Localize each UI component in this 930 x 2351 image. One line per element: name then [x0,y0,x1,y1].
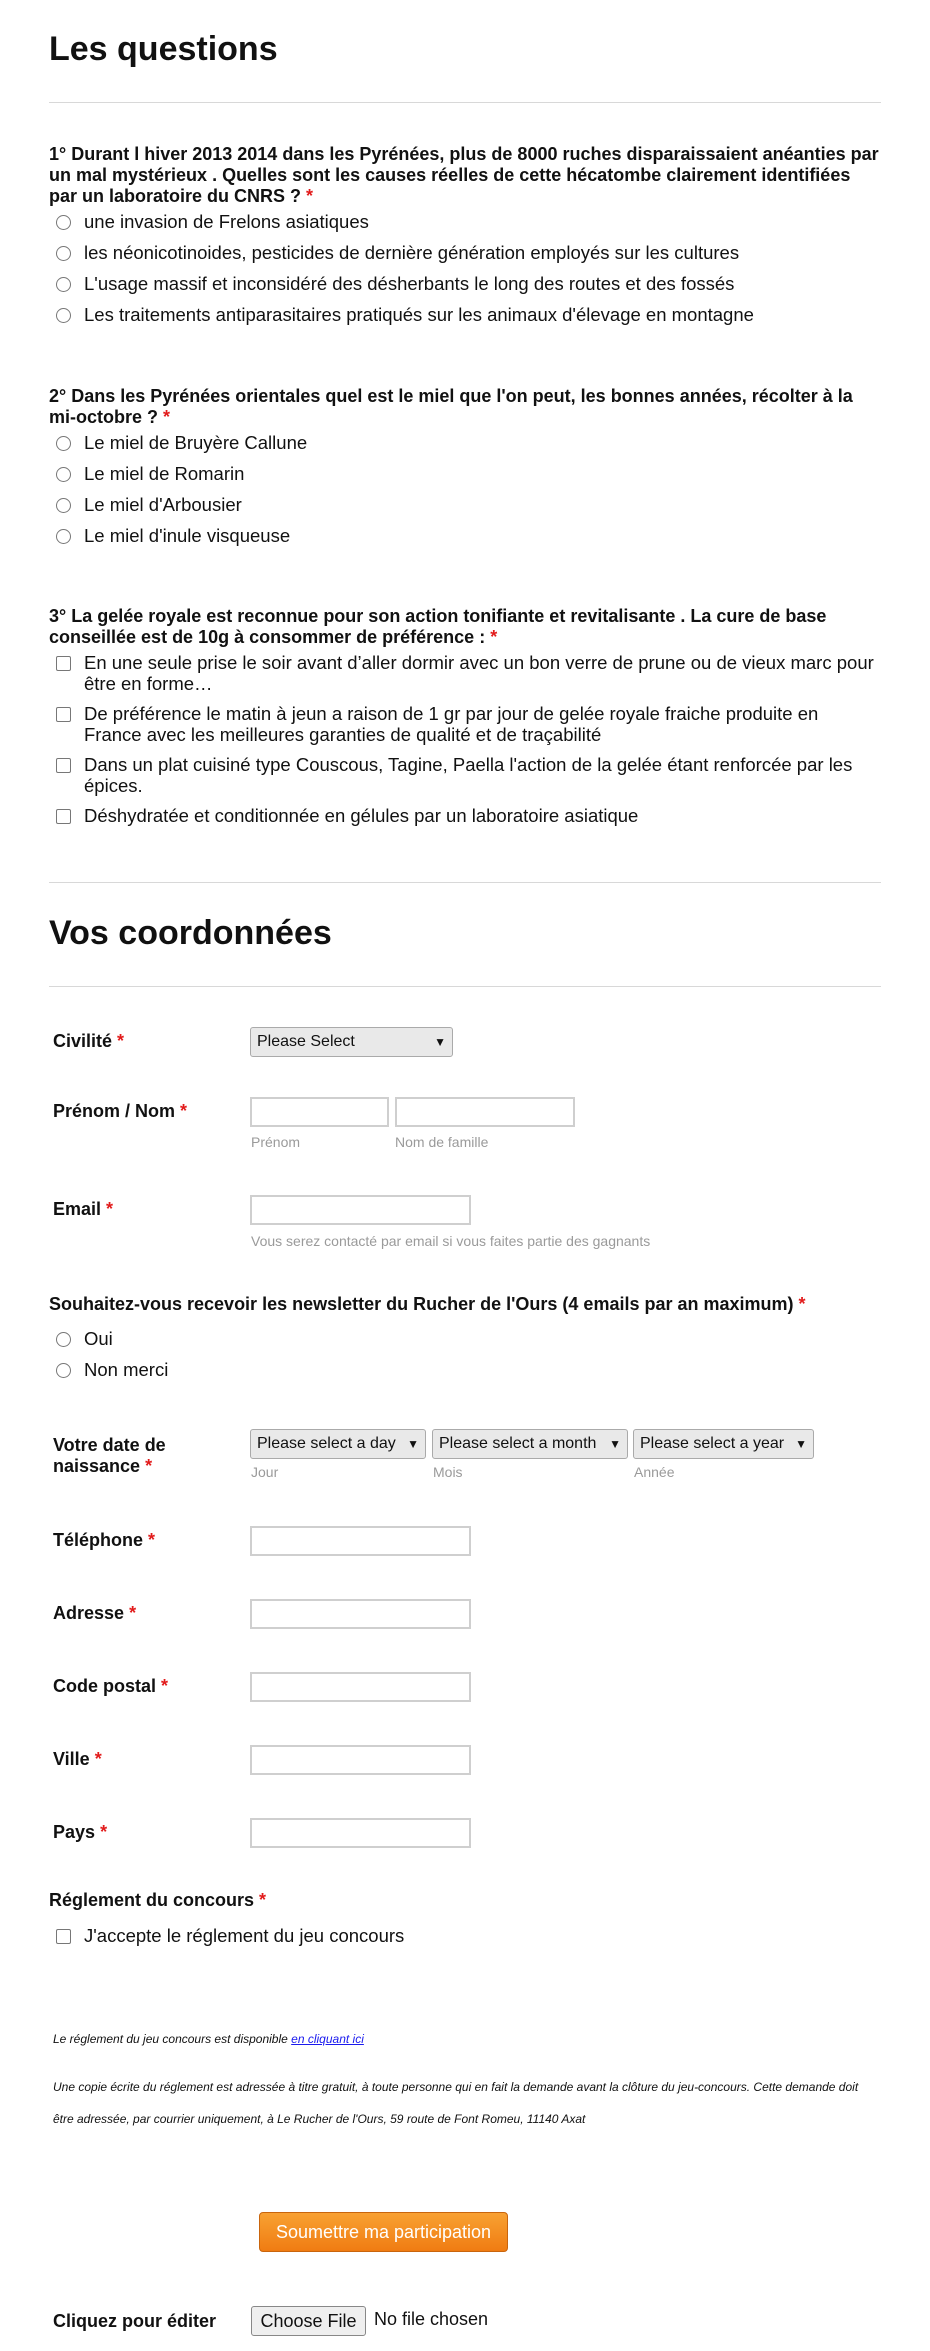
option-label: Non merci [84,1359,169,1380]
required-mark: * [798,1294,806,1314]
newsletter-options [49,1328,168,1380]
note-text: Le réglement du jeu concours est disponible [53,2032,292,2046]
option-label: Déshydratée et conditionnée en gélules par un laboratoire asiatique [84,805,639,826]
q3-option-2[interactable] [49,703,879,745]
radio-button[interactable] [56,436,71,451]
first-name-sublabel: Prénom [251,1134,301,1150]
question-3-text: 3° La gelée royale est reconnue pour son action tonifiante et revitalisante . La cure de base conseillée est de 10g à consommer de préférence : [49,606,827,647]
civilite-label [53,1031,124,1052]
radio-button[interactable] [56,308,71,323]
q1-option-3[interactable] [49,273,879,294]
code-postal-input[interactable] [250,1672,471,1702]
option-label: les néonicotinoides, pesticides de dernière génération employés sur les cultures [84,242,740,263]
last-name-input[interactable] [395,1097,575,1127]
q2-option-3[interactable] [49,494,879,515]
file-status: No file chosen [374,2309,489,2329]
ville-input[interactable] [250,1745,471,1775]
option-label: Le miel de Romarin [84,463,245,484]
chevron-down-icon: ▼ [407,1437,419,1451]
label-text: Email [53,1199,102,1219]
reglement-note [53,2030,364,2048]
option-label: Oui [84,1328,113,1349]
birthdate-label [53,1435,166,1477]
q2-option-2[interactable] [49,463,879,484]
required-mark: * [106,1199,114,1219]
option-label: Le miel de Bruyère Callune [84,432,308,453]
label-text: Pays [53,1822,96,1842]
option-label: Le miel d'inule visqueuse [84,525,291,546]
chevron-down-icon: ▼ [795,1437,807,1451]
file-label: Cliquez pour éditer [53,2311,217,2331]
email-sublabel: Vous serez contacté par email si vous faites partie des gagnants [251,1233,651,1249]
radio-button[interactable] [56,1363,71,1378]
question-2 [49,386,879,556]
adresse-label [53,1603,136,1624]
question-3 [49,606,879,836]
question-1-title [49,144,879,207]
select-value: Please select a month [439,1435,597,1452]
adresse-input[interactable] [250,1599,471,1629]
reglement-label [49,1890,266,1911]
divider [49,102,881,103]
birth-year-select[interactable] [633,1429,814,1459]
telephone-label [53,1530,155,1551]
question-2-text: 2° Dans les Pyrénées orientales quel est le miel que l'on peut, les bonnes années, récolter à la mi-octobre ? [49,386,853,427]
question-1 [49,144,879,335]
newsletter-label [49,1294,879,1315]
section-title-coordonnees: Vos coordonnées [49,914,332,952]
email-input[interactable] [250,1195,471,1225]
reglement-link[interactable]: en cliquant ici [291,2032,364,2046]
section-title-questions: Les questions [49,30,278,68]
radio-button[interactable] [56,277,71,292]
q1-option-2[interactable] [49,242,879,263]
choose-file-button[interactable]: Choose File [251,2306,366,2336]
chevron-down-icon: ▼ [609,1437,621,1451]
newsletter-option-oui[interactable] [49,1328,168,1349]
pays-label [53,1822,107,1843]
ville-label [53,1749,102,1770]
question-2-title [49,386,879,428]
option-label: Dans un plat cuisiné type Couscous, Tagine, Paella l'action de la gelée étant renforcée par les épices. [84,754,853,796]
label-text: Civilité [53,1031,113,1051]
option-label: Le miel d'Arbousier [84,494,242,515]
q3-option-1[interactable] [49,652,879,694]
question-3-title [49,606,879,648]
code-postal-label [53,1676,168,1697]
select-value: Please Select [257,1033,355,1050]
checkbox[interactable] [56,758,71,773]
accept-reglement-checkbox-row[interactable] [49,1925,404,1946]
required-mark: * [180,1101,188,1121]
birth-month-sublabel: Mois [433,1464,463,1480]
submit-button[interactable]: Soumettre ma participation [259,2212,508,2252]
radio-button[interactable] [56,467,71,482]
label-text: Prénom / Nom [53,1101,176,1121]
radio-button[interactable] [56,529,71,544]
reglement-option [49,1925,404,1946]
required-mark: * [117,1031,125,1051]
select-value: Please select a year [640,1435,785,1452]
required-mark: * [161,1676,169,1696]
radio-button[interactable] [56,246,71,261]
required-mark: * [94,1749,102,1769]
birth-year-sublabel: Année [634,1464,675,1480]
option-label: J'accepte le réglement du jeu concours [84,1925,405,1946]
required-mark: * [163,407,171,427]
telephone-input[interactable] [250,1526,471,1556]
divider [49,986,881,987]
label-text: Ville [53,1749,90,1769]
nom-label [53,1101,187,1122]
label-text: Réglement du concours [49,1890,255,1910]
email-label [53,1199,113,1220]
checkbox[interactable] [56,707,71,722]
birth-day-sublabel: Jour [251,1464,279,1480]
option-label: En une seule prise le soir avant d’aller dormir avec un bon verre de prune ou de vieux marc pour être en forme… [84,652,874,694]
birth-day-select[interactable] [250,1429,426,1459]
select-value: Please select a day [257,1435,396,1452]
radio-button[interactable] [56,498,71,513]
required-mark: * [129,1603,137,1623]
label-text: Adresse [53,1603,125,1623]
civilite-select[interactable] [250,1027,453,1057]
birth-month-select[interactable] [432,1429,628,1459]
required-mark: * [490,627,498,647]
required-mark: * [100,1822,108,1842]
checkbox[interactable] [56,1929,71,1944]
label-text: Code postal [53,1676,157,1696]
first-name-input[interactable] [250,1097,389,1127]
option-label: une invasion de Frelons asiatiques [84,211,369,232]
label-text: Téléphone [53,1530,144,1550]
copie-note-line-1: Une copie écrite du réglement est adressée à titre gratuit, à toute personne qui en fait la demande avant la clôture du jeu-concours. Cette demande doit [53,2080,859,2094]
radio-button[interactable] [56,1332,71,1347]
question-1-text: 1° Durant l hiver 2013 2014 dans les Pyrénées, plus de 8000 ruches disparaissaient anéanties par un mal mystérieux . Quelles sont les causes réelles de cette hécatombe clairement identifiées par un laboratoire du CNRS ? [49,144,879,206]
required-mark: * [259,1890,267,1910]
radio-button[interactable] [56,215,71,230]
q3-option-3[interactable] [49,754,879,796]
required-mark: * [148,1530,156,1550]
label-text: Votre date de [53,1435,166,1455]
required-mark: * [145,1456,153,1476]
option-label: De préférence le matin à jeun a raison de 1 gr par jour de gelée royale fraiche produite en France avec les meilleures garanties de qualité et de traçabilité [84,703,819,745]
label-text: naissance [53,1456,141,1476]
q3-option-4[interactable] [49,805,879,826]
option-label: Les traitements antiparasitaires pratiqués sur les animaux d'élevage en montagne [84,304,754,325]
last-name-sublabel: Nom de famille [395,1134,489,1150]
pays-input[interactable] [250,1818,471,1848]
divider [49,882,881,883]
q2-option-1[interactable] [49,432,879,453]
q1-option-1[interactable] [49,211,879,232]
chevron-down-icon: ▼ [434,1035,446,1049]
required-mark: * [306,186,314,206]
q1-option-4[interactable] [49,304,879,325]
label-text: Souhaitez-vous recevoir les newsletter du Rucher de l'Ours (4 emails par an maximum) [49,1294,794,1314]
checkbox[interactable] [56,809,71,824]
checkbox[interactable] [56,656,71,671]
newsletter-option-non[interactable] [49,1359,168,1380]
copie-note-line-2: être adressée, par courrier uniquement, à Le Rucher de l'Ours, 59 route de Font Romeu, 11140 Axat [53,2112,586,2126]
q2-option-4[interactable] [49,525,879,546]
option-label: L'usage massif et inconsidéré des désherbants le long des routes et des fossés [84,273,735,294]
